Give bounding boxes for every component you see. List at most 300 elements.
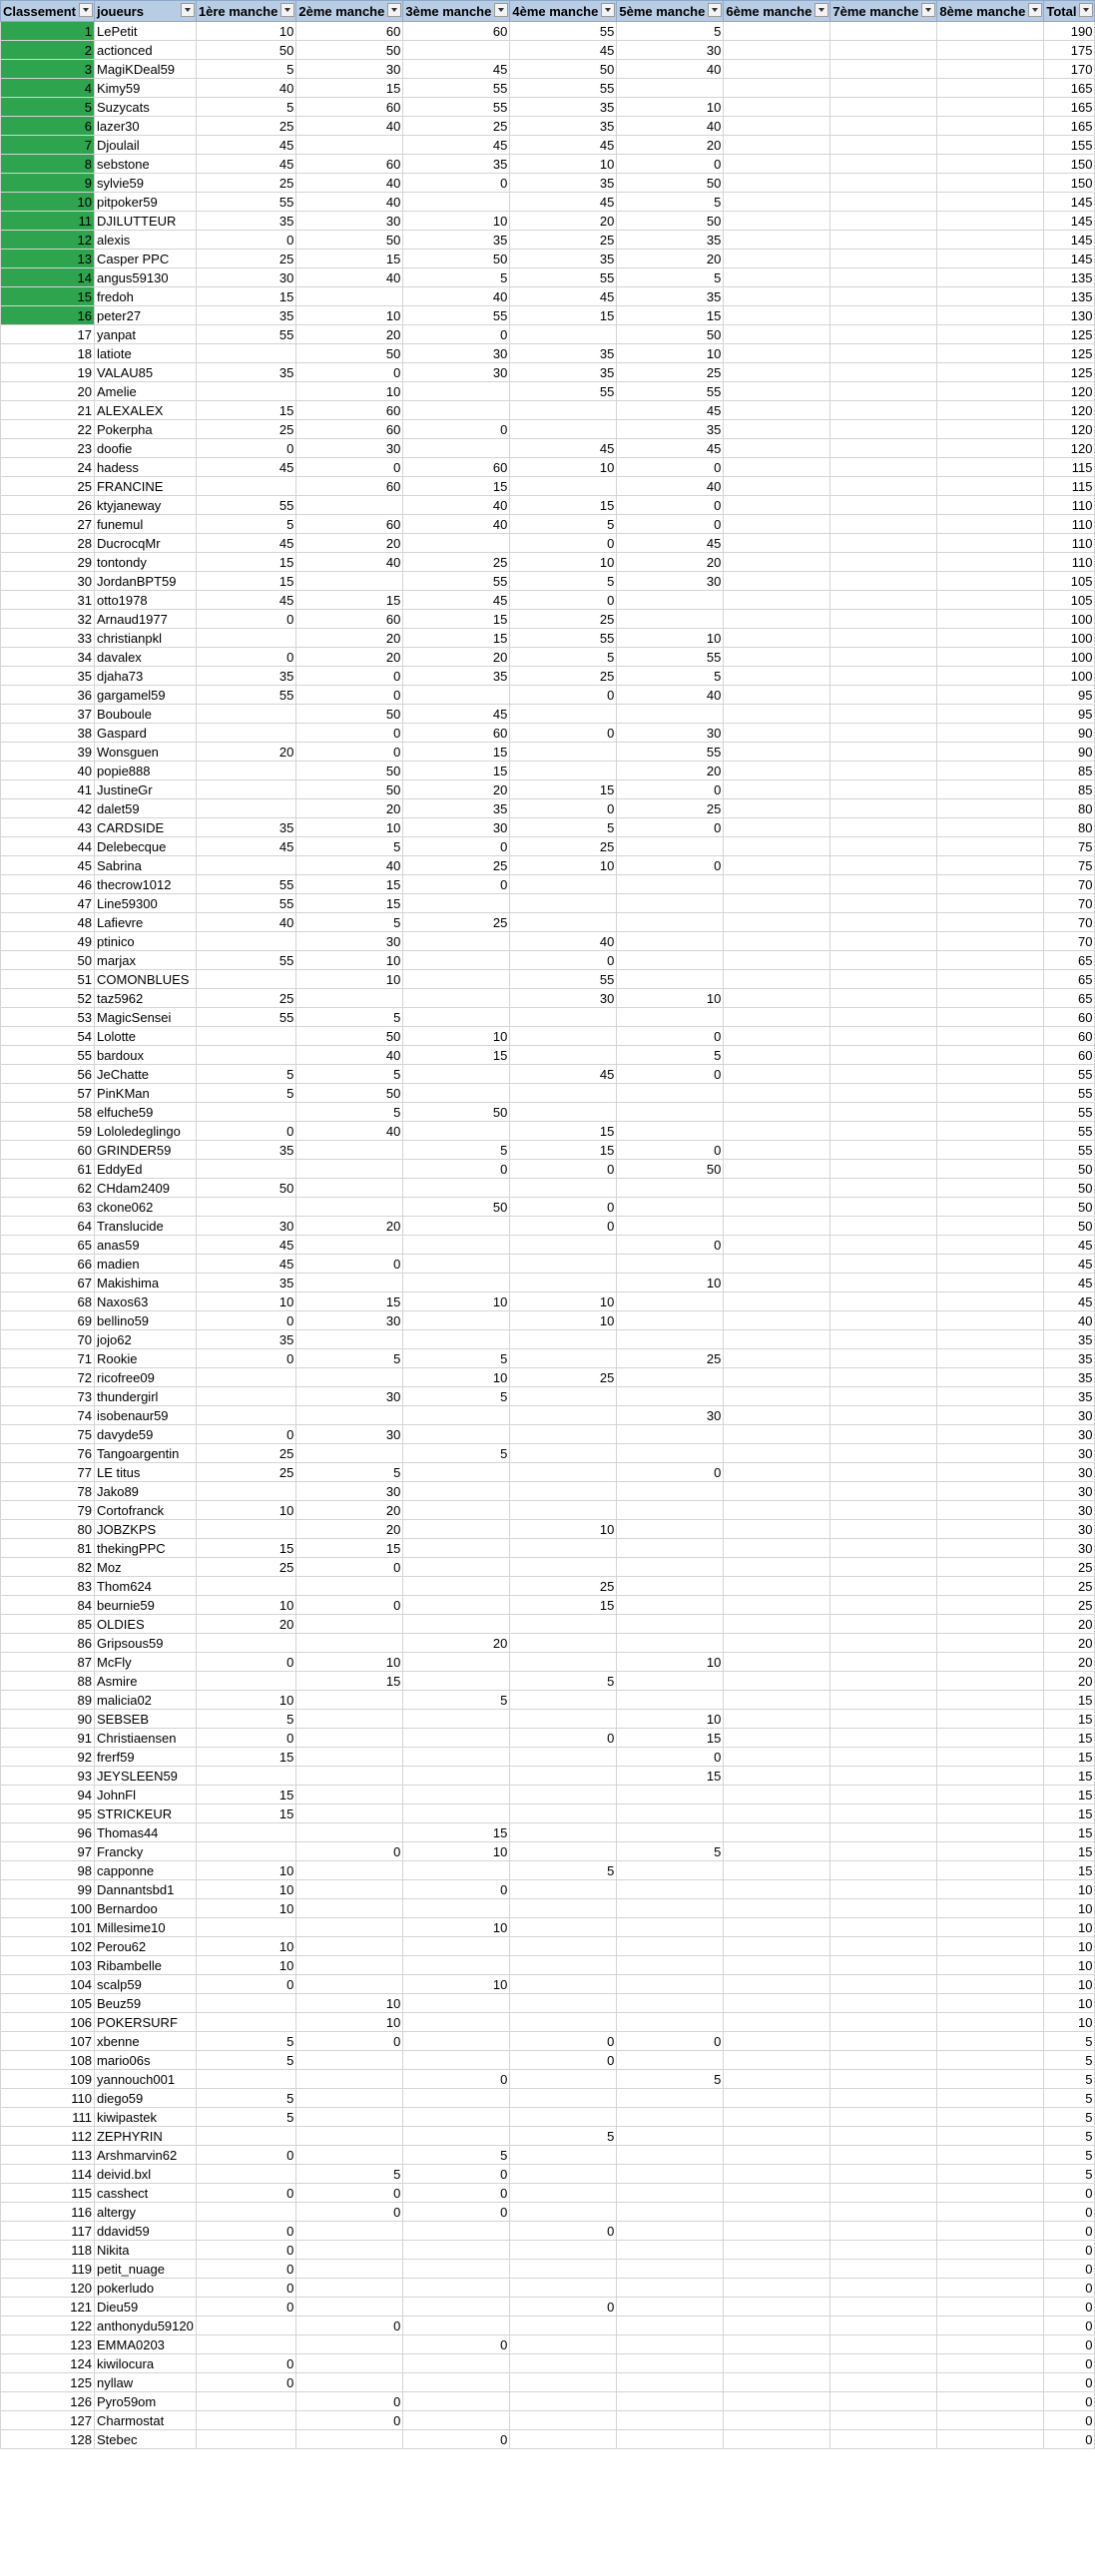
score-cell-m2[interactable]: 15 <box>296 875 403 894</box>
score-cell-m3[interactable] <box>403 1899 510 1918</box>
total-cell[interactable]: 60 <box>1044 1008 1095 1027</box>
score-cell-m4[interactable]: 10 <box>510 458 617 477</box>
score-cell-m6[interactable] <box>724 22 830 41</box>
score-cell-m7[interactable] <box>830 2335 937 2354</box>
score-cell-m3[interactable] <box>403 1994 510 2013</box>
score-cell-m6[interactable] <box>724 1975 830 1994</box>
score-cell-m4[interactable] <box>510 743 617 762</box>
total-cell[interactable]: 90 <box>1044 724 1095 743</box>
score-cell-m3[interactable]: 30 <box>403 818 510 837</box>
player-cell[interactable]: pokerludo <box>94 2279 196 2298</box>
total-cell[interactable]: 55 <box>1044 1103 1095 1122</box>
score-cell-m6[interactable] <box>724 2241 830 2260</box>
score-cell-m8[interactable] <box>937 913 1044 932</box>
score-cell-m4[interactable]: 0 <box>510 1160 617 1179</box>
rank-cell[interactable]: 9 <box>1 174 95 193</box>
score-cell-m1[interactable]: 15 <box>196 1539 296 1558</box>
score-cell-m3[interactable] <box>403 401 510 420</box>
score-cell-m4[interactable]: 35 <box>510 174 617 193</box>
score-cell-m5[interactable]: 50 <box>617 325 724 344</box>
score-cell-m5[interactable]: 30 <box>617 41 724 60</box>
score-cell-m7[interactable] <box>830 572 937 591</box>
score-cell-m7[interactable] <box>830 1596 937 1615</box>
score-cell-m7[interactable] <box>830 1672 937 1691</box>
total-cell[interactable]: 115 <box>1044 477 1095 496</box>
score-cell-m5[interactable] <box>617 1899 724 1918</box>
score-cell-m1[interactable] <box>196 1387 296 1406</box>
score-cell-m1[interactable]: 0 <box>196 2146 296 2165</box>
rank-cell[interactable]: 44 <box>1 837 95 856</box>
score-cell-m6[interactable] <box>724 268 830 287</box>
player-cell[interactable]: thundergirl <box>94 1387 196 1406</box>
score-cell-m7[interactable] <box>830 344 937 363</box>
score-cell-m2[interactable]: 0 <box>296 1842 403 1861</box>
score-cell-m1[interactable]: 0 <box>196 2354 296 2373</box>
score-cell-m6[interactable] <box>724 458 830 477</box>
total-cell[interactable]: 150 <box>1044 174 1095 193</box>
score-cell-m5[interactable]: 10 <box>617 98 724 117</box>
score-cell-m2[interactable]: 0 <box>296 2032 403 2051</box>
score-cell-m3[interactable] <box>403 686 510 705</box>
rank-cell[interactable]: 119 <box>1 2260 95 2279</box>
score-cell-m5[interactable] <box>617 2298 724 2317</box>
score-cell-m2[interactable]: 60 <box>296 515 403 534</box>
score-cell-m6[interactable] <box>724 2203 830 2222</box>
score-cell-m5[interactable]: 5 <box>617 1842 724 1861</box>
rank-cell[interactable]: 84 <box>1 1596 95 1615</box>
player-cell[interactable]: funemul <box>94 515 196 534</box>
score-cell-m5[interactable] <box>617 591 724 610</box>
score-cell-m8[interactable] <box>937 1311 1044 1330</box>
score-cell-m5[interactable] <box>617 2354 724 2373</box>
score-cell-m2[interactable] <box>296 2108 403 2127</box>
score-cell-m4[interactable] <box>510 1008 617 1027</box>
rank-cell[interactable]: 26 <box>1 496 95 515</box>
rank-cell[interactable]: 73 <box>1 1387 95 1406</box>
total-cell[interactable]: 10 <box>1044 1994 1095 2013</box>
score-cell-m6[interactable] <box>724 1141 830 1160</box>
player-cell[interactable]: sylvie59 <box>94 174 196 193</box>
column-header-rank[interactable] <box>1 1 95 22</box>
score-cell-m1[interactable]: 35 <box>196 667 296 686</box>
score-cell-m8[interactable] <box>937 515 1044 534</box>
rank-cell[interactable]: 70 <box>1 1330 95 1349</box>
score-cell-m6[interactable] <box>724 2108 830 2127</box>
score-cell-m8[interactable] <box>937 1349 1044 1368</box>
total-cell[interactable]: 0 <box>1044 2260 1095 2279</box>
score-cell-m5[interactable] <box>617 1691 724 1710</box>
score-cell-m2[interactable]: 5 <box>296 1349 403 1368</box>
score-cell-m5[interactable] <box>617 970 724 989</box>
score-cell-m3[interactable] <box>403 1804 510 1823</box>
score-cell-m3[interactable] <box>403 2317 510 2335</box>
score-cell-m6[interactable] <box>724 2222 830 2241</box>
score-cell-m6[interactable] <box>724 1065 830 1084</box>
score-cell-m3[interactable] <box>403 1956 510 1975</box>
score-cell-m6[interactable] <box>724 382 830 401</box>
score-cell-m8[interactable] <box>937 1577 1044 1596</box>
score-cell-m6[interactable] <box>724 1558 830 1577</box>
rank-cell[interactable]: 118 <box>1 2241 95 2260</box>
score-cell-m7[interactable] <box>830 1065 937 1084</box>
score-cell-m6[interactable] <box>724 1880 830 1899</box>
score-cell-m5[interactable] <box>617 1122 724 1141</box>
filter-dropdown-icon[interactable] <box>601 3 615 17</box>
score-cell-m8[interactable] <box>937 1861 1044 1880</box>
score-cell-m1[interactable] <box>196 1577 296 1596</box>
score-cell-m3[interactable] <box>403 2051 510 2070</box>
total-cell[interactable]: 10 <box>1044 2013 1095 2032</box>
score-cell-m2[interactable] <box>296 2354 403 2373</box>
score-cell-m8[interactable] <box>937 553 1044 572</box>
score-cell-m7[interactable] <box>830 231 937 250</box>
score-cell-m4[interactable]: 10 <box>510 1292 617 1311</box>
score-cell-m5[interactable] <box>617 1198 724 1217</box>
score-cell-m7[interactable] <box>830 1558 937 1577</box>
score-cell-m1[interactable] <box>196 2127 296 2146</box>
score-cell-m7[interactable] <box>830 1918 937 1937</box>
score-cell-m4[interactable]: 15 <box>510 1122 617 1141</box>
score-cell-m7[interactable] <box>830 79 937 98</box>
score-cell-m2[interactable]: 15 <box>296 250 403 268</box>
score-cell-m8[interactable] <box>937 686 1044 705</box>
rank-cell[interactable]: 59 <box>1 1122 95 1141</box>
score-cell-m2[interactable]: 5 <box>296 2165 403 2184</box>
score-cell-m1[interactable]: 0 <box>196 1349 296 1368</box>
score-cell-m1[interactable]: 0 <box>196 2222 296 2241</box>
score-cell-m3[interactable]: 0 <box>403 2335 510 2354</box>
score-cell-m5[interactable] <box>617 1596 724 1615</box>
score-cell-m3[interactable]: 60 <box>403 724 510 743</box>
score-cell-m4[interactable] <box>510 1558 617 1577</box>
player-cell[interactable]: ktyjaneway <box>94 496 196 515</box>
score-cell-m3[interactable]: 0 <box>403 325 510 344</box>
score-cell-m6[interactable] <box>724 591 830 610</box>
score-cell-m2[interactable]: 10 <box>296 1994 403 2013</box>
score-cell-m2[interactable] <box>296 2373 403 2392</box>
score-cell-m6[interactable] <box>724 117 830 136</box>
score-cell-m5[interactable] <box>617 1786 724 1804</box>
score-cell-m4[interactable] <box>510 1653 617 1672</box>
score-cell-m7[interactable] <box>830 762 937 780</box>
score-cell-m7[interactable] <box>830 913 937 932</box>
score-cell-m6[interactable] <box>724 1236 830 1255</box>
score-cell-m4[interactable] <box>510 2411 617 2430</box>
score-cell-m1[interactable]: 0 <box>196 1975 296 1994</box>
score-cell-m6[interactable] <box>724 1084 830 1103</box>
score-cell-m4[interactable] <box>510 1937 617 1956</box>
score-cell-m5[interactable] <box>617 1387 724 1406</box>
score-cell-m6[interactable] <box>724 553 830 572</box>
score-cell-m2[interactable] <box>296 1786 403 1804</box>
score-cell-m4[interactable] <box>510 1179 617 1198</box>
player-cell[interactable]: alexis <box>94 231 196 250</box>
score-cell-m4[interactable]: 5 <box>510 818 617 837</box>
score-cell-m5[interactable] <box>617 2127 724 2146</box>
rank-cell[interactable]: 89 <box>1 1691 95 1710</box>
total-cell[interactable]: 110 <box>1044 515 1095 534</box>
player-cell[interactable]: anas59 <box>94 1236 196 1255</box>
score-cell-m8[interactable] <box>937 439 1044 458</box>
score-cell-m6[interactable] <box>724 1368 830 1387</box>
score-cell-m1[interactable]: 0 <box>196 439 296 458</box>
score-cell-m1[interactable]: 55 <box>196 894 296 913</box>
total-cell[interactable]: 70 <box>1044 932 1095 951</box>
total-cell[interactable]: 25 <box>1044 1558 1095 1577</box>
score-cell-m7[interactable] <box>830 1122 937 1141</box>
total-cell[interactable]: 0 <box>1044 2411 1095 2430</box>
player-cell[interactable]: Charmostat <box>94 2411 196 2430</box>
score-cell-m6[interactable] <box>724 98 830 117</box>
score-cell-m7[interactable] <box>830 212 937 231</box>
filter-dropdown-icon[interactable] <box>280 3 294 17</box>
score-cell-m2[interactable] <box>296 496 403 515</box>
player-cell[interactable]: POKERSURF <box>94 2013 196 2032</box>
score-cell-m8[interactable] <box>937 648 1044 667</box>
score-cell-m4[interactable]: 0 <box>510 724 617 743</box>
score-cell-m5[interactable] <box>617 2013 724 2032</box>
score-cell-m8[interactable] <box>937 1482 1044 1501</box>
score-cell-m1[interactable]: 25 <box>196 420 296 439</box>
score-cell-m6[interactable] <box>724 2013 830 2032</box>
score-cell-m7[interactable] <box>830 1160 937 1179</box>
score-cell-m2[interactable]: 15 <box>296 1672 403 1691</box>
score-cell-m8[interactable] <box>937 534 1044 553</box>
score-cell-m6[interactable] <box>724 2411 830 2430</box>
score-cell-m8[interactable] <box>937 989 1044 1008</box>
score-cell-m3[interactable] <box>403 1236 510 1255</box>
total-cell[interactable]: 105 <box>1044 591 1095 610</box>
score-cell-m2[interactable] <box>296 2298 403 2317</box>
player-cell[interactable]: beurnie59 <box>94 1596 196 1615</box>
player-cell[interactable]: JohnFl <box>94 1786 196 1804</box>
score-cell-m4[interactable]: 50 <box>510 60 617 79</box>
player-cell[interactable]: sebstone <box>94 155 196 174</box>
score-cell-m1[interactable]: 55 <box>196 686 296 705</box>
score-cell-m5[interactable]: 20 <box>617 250 724 268</box>
score-cell-m7[interactable] <box>830 1842 937 1861</box>
score-cell-m5[interactable] <box>617 1804 724 1823</box>
score-cell-m1[interactable]: 25 <box>196 1444 296 1463</box>
score-cell-m4[interactable] <box>510 1767 617 1786</box>
score-cell-m7[interactable] <box>830 155 937 174</box>
score-cell-m2[interactable] <box>296 1956 403 1975</box>
score-cell-m6[interactable] <box>724 2298 830 2317</box>
score-cell-m6[interactable] <box>724 1691 830 1710</box>
score-cell-m2[interactable] <box>296 1729 403 1748</box>
total-cell[interactable]: 10 <box>1044 1937 1095 1956</box>
score-cell-m2[interactable]: 0 <box>296 2392 403 2411</box>
player-cell[interactable]: madien <box>94 1255 196 1274</box>
score-cell-m7[interactable] <box>830 1823 937 1842</box>
score-cell-m6[interactable] <box>724 837 830 856</box>
score-cell-m7[interactable] <box>830 591 937 610</box>
rank-cell[interactable]: 40 <box>1 762 95 780</box>
player-cell[interactable]: peter27 <box>94 306 196 325</box>
score-cell-m2[interactable] <box>296 1274 403 1292</box>
score-cell-m5[interactable]: 0 <box>617 155 724 174</box>
score-cell-m4[interactable] <box>510 401 617 420</box>
rank-cell[interactable]: 99 <box>1 1880 95 1899</box>
total-cell[interactable]: 0 <box>1044 2335 1095 2354</box>
score-cell-m4[interactable] <box>510 894 617 913</box>
score-cell-m8[interactable] <box>937 2298 1044 2317</box>
score-cell-m6[interactable] <box>724 420 830 439</box>
score-cell-m1[interactable] <box>196 1103 296 1122</box>
rank-cell[interactable]: 53 <box>1 1008 95 1027</box>
total-cell[interactable]: 120 <box>1044 401 1095 420</box>
score-cell-m1[interactable]: 10 <box>196 1501 296 1520</box>
score-cell-m5[interactable]: 25 <box>617 799 724 818</box>
score-cell-m5[interactable] <box>617 2051 724 2070</box>
score-cell-m2[interactable] <box>296 1823 403 1842</box>
score-cell-m6[interactable] <box>724 951 830 970</box>
score-cell-m3[interactable]: 5 <box>403 1444 510 1463</box>
score-cell-m2[interactable]: 20 <box>296 799 403 818</box>
score-cell-m6[interactable] <box>724 970 830 989</box>
score-cell-m1[interactable] <box>196 1823 296 1842</box>
score-cell-m7[interactable] <box>830 193 937 212</box>
score-cell-m5[interactable]: 45 <box>617 439 724 458</box>
score-cell-m4[interactable]: 5 <box>510 2127 617 2146</box>
score-cell-m1[interactable] <box>196 2392 296 2411</box>
player-cell[interactable]: fredoh <box>94 287 196 306</box>
total-cell[interactable]: 55 <box>1044 1065 1095 1084</box>
score-cell-m2[interactable] <box>296 136 403 155</box>
score-cell-m8[interactable] <box>937 1122 1044 1141</box>
score-cell-m3[interactable] <box>403 2241 510 2260</box>
score-cell-m1[interactable]: 0 <box>196 610 296 629</box>
score-cell-m2[interactable]: 0 <box>296 667 403 686</box>
score-cell-m4[interactable]: 55 <box>510 22 617 41</box>
score-cell-m3[interactable]: 35 <box>403 155 510 174</box>
score-cell-m1[interactable]: 0 <box>196 2298 296 2317</box>
player-cell[interactable]: scalp59 <box>94 1975 196 1994</box>
score-cell-m8[interactable] <box>937 2203 1044 2222</box>
score-cell-m4[interactable]: 55 <box>510 382 617 401</box>
rank-cell[interactable]: 57 <box>1 1084 95 1103</box>
score-cell-m7[interactable] <box>830 2013 937 2032</box>
score-cell-m5[interactable]: 0 <box>617 458 724 477</box>
total-cell[interactable]: 15 <box>1044 1767 1095 1786</box>
total-cell[interactable]: 5 <box>1044 2146 1095 2165</box>
score-cell-m7[interactable] <box>830 2392 937 2411</box>
total-cell[interactable]: 55 <box>1044 1122 1095 1141</box>
rank-cell[interactable]: 41 <box>1 780 95 799</box>
score-cell-m7[interactable] <box>830 1198 937 1217</box>
score-cell-m7[interactable] <box>830 1387 937 1406</box>
player-cell[interactable]: jojo62 <box>94 1330 196 1349</box>
player-cell[interactable]: Asmire <box>94 1672 196 1691</box>
score-cell-m1[interactable] <box>196 1842 296 1861</box>
player-cell[interactable]: kiwipastek <box>94 2108 196 2127</box>
score-cell-m8[interactable] <box>937 363 1044 382</box>
score-cell-m2[interactable]: 60 <box>296 420 403 439</box>
score-cell-m3[interactable]: 30 <box>403 363 510 382</box>
score-cell-m3[interactable] <box>403 2279 510 2298</box>
player-cell[interactable]: GRINDER59 <box>94 1141 196 1160</box>
score-cell-m2[interactable]: 50 <box>296 705 403 724</box>
player-cell[interactable]: Kimy59 <box>94 79 196 98</box>
rank-cell[interactable]: 116 <box>1 2203 95 2222</box>
score-cell-m8[interactable] <box>937 268 1044 287</box>
score-cell-m5[interactable] <box>617 1217 724 1236</box>
rank-cell[interactable]: 48 <box>1 913 95 932</box>
score-cell-m1[interactable]: 0 <box>196 2241 296 2260</box>
total-cell[interactable]: 15 <box>1044 1748 1095 1767</box>
score-cell-m1[interactable]: 5 <box>196 2108 296 2127</box>
score-cell-m6[interactable] <box>724 306 830 325</box>
score-cell-m8[interactable] <box>937 2013 1044 2032</box>
score-cell-m7[interactable] <box>830 1937 937 1956</box>
score-cell-m5[interactable] <box>617 2108 724 2127</box>
score-cell-m3[interactable]: 15 <box>403 743 510 762</box>
score-cell-m2[interactable] <box>296 1368 403 1387</box>
score-cell-m5[interactable] <box>617 1084 724 1103</box>
total-cell[interactable]: 110 <box>1044 496 1095 515</box>
score-cell-m4[interactable] <box>510 1236 617 1255</box>
score-cell-m5[interactable]: 0 <box>617 818 724 837</box>
player-cell[interactable]: Gaspard <box>94 724 196 743</box>
score-cell-m1[interactable]: 10 <box>196 1596 296 1615</box>
score-cell-m4[interactable] <box>510 2241 617 2260</box>
total-cell[interactable]: 0 <box>1044 2392 1095 2411</box>
total-cell[interactable]: 10 <box>1044 1899 1095 1918</box>
score-cell-m1[interactable] <box>196 1634 296 1653</box>
score-cell-m1[interactable] <box>196 1767 296 1786</box>
score-cell-m8[interactable] <box>937 1425 1044 1444</box>
total-cell[interactable]: 145 <box>1044 212 1095 231</box>
score-cell-m6[interactable] <box>724 1406 830 1425</box>
score-cell-m3[interactable]: 5 <box>403 1387 510 1406</box>
score-cell-m5[interactable] <box>617 2184 724 2203</box>
score-cell-m4[interactable]: 45 <box>510 193 617 212</box>
total-cell[interactable]: 10 <box>1044 1918 1095 1937</box>
rank-cell[interactable]: 68 <box>1 1292 95 1311</box>
total-cell[interactable]: 5 <box>1044 2165 1095 2184</box>
score-cell-m7[interactable] <box>830 1994 937 2013</box>
score-cell-m7[interactable] <box>830 2070 937 2089</box>
player-cell[interactable]: Cortofranck <box>94 1501 196 1520</box>
total-cell[interactable]: 190 <box>1044 22 1095 41</box>
score-cell-m8[interactable] <box>937 1804 1044 1823</box>
player-cell[interactable]: malicia02 <box>94 1691 196 1710</box>
rank-cell[interactable]: 14 <box>1 268 95 287</box>
score-cell-m5[interactable] <box>617 2411 724 2430</box>
total-cell[interactable]: 30 <box>1044 1520 1095 1539</box>
rank-cell[interactable]: 42 <box>1 799 95 818</box>
total-cell[interactable]: 35 <box>1044 1387 1095 1406</box>
score-cell-m3[interactable] <box>403 1710 510 1729</box>
score-cell-m6[interactable] <box>724 2279 830 2298</box>
score-cell-m2[interactable] <box>296 1198 403 1217</box>
player-cell[interactable]: ddavid59 <box>94 2222 196 2241</box>
score-cell-m7[interactable] <box>830 1748 937 1767</box>
score-cell-m7[interactable] <box>830 724 937 743</box>
score-cell-m2[interactable] <box>296 1577 403 1596</box>
score-cell-m7[interactable] <box>830 2241 937 2260</box>
score-cell-m6[interactable] <box>724 1122 830 1141</box>
score-cell-m7[interactable] <box>830 1217 937 1236</box>
score-cell-m8[interactable] <box>937 1634 1044 1653</box>
rank-cell[interactable]: 75 <box>1 1425 95 1444</box>
player-cell[interactable]: Dannantsbd1 <box>94 1880 196 1899</box>
score-cell-m2[interactable] <box>296 1880 403 1899</box>
score-cell-m3[interactable]: 35 <box>403 667 510 686</box>
rank-cell[interactable]: 51 <box>1 970 95 989</box>
total-cell[interactable]: 5 <box>1044 2089 1095 2108</box>
rank-cell[interactable]: 78 <box>1 1482 95 1501</box>
